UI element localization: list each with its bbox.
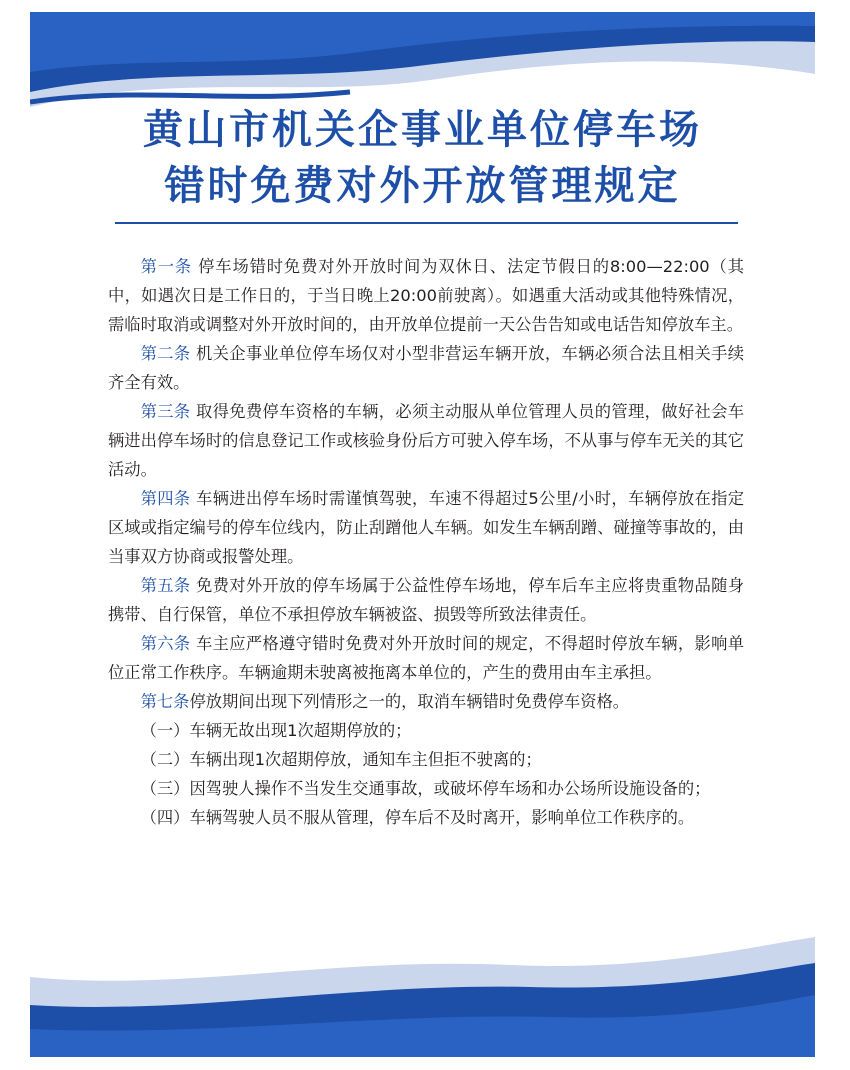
article-7 — [108, 687, 744, 716]
article-label: 第七条 — [140, 692, 190, 711]
article-4 — [108, 484, 744, 571]
article-label: 第二条 — [140, 344, 191, 363]
list-item: （一）车辆无故出现1次超期停放的； — [140, 721, 412, 740]
title-divider — [115, 222, 738, 224]
article-text: 机关企事业单位停车场仅对小型非营运车辆开放，车辆必须合法且相关手续齐全有效。 — [108, 344, 744, 392]
article-2 — [108, 339, 744, 397]
list-item: （四）车辆驾驶人员不服从管理，停车后不及时离开，影响单位工作秩序的。 — [140, 808, 695, 827]
article-6 — [108, 629, 744, 687]
title-line-1: 黄山市机关企事业单位停车场 — [143, 107, 702, 153]
article-label: 第三条 — [140, 402, 191, 421]
article-1 — [108, 252, 744, 339]
bottom-wave-decoration — [30, 937, 815, 1057]
article-label: 第一条 — [140, 257, 193, 276]
article-label: 第五条 — [140, 576, 191, 595]
regulation-content — [108, 252, 744, 832]
title-line-2: 错时免费对外开放管理规定 — [164, 163, 681, 209]
article-text: 车辆进出停车场时需谨慎驾驶，车速不得超过5公里/小时，车辆停放在指定区域或指定编号的停车位线内，防止刮蹭他人车辆。如发生车辆刮蹭、碰撞等事故的，由当事双方协商或报警处理。 — [108, 489, 744, 566]
article-text: 停放期间出现下列情形之一的，取消车辆错时免费停车资格。 — [189, 692, 630, 711]
article-text: 车主应严格遵守错时免费对外开放时间的规定，不得超时停放车辆，影响单位正常工作秩序。车辆逾期未驶离被拖离本单位的，产生的费用由车主承担。 — [108, 634, 744, 682]
page-title — [30, 102, 815, 214]
article-text: 停车场错时免费对外开放时间为双休日、法定节假日的8:00—22:00（其中，如遇次日是工作日的，于当日晚上20:00前驶离）。如遇重大活动或其他特殊情况，需临时取消或调整对外开放时间的，由开放单位提前一天公告告知或电话告知停放车主。 — [108, 257, 744, 334]
poster — [30, 12, 815, 1057]
article-label: 第六条 — [140, 634, 191, 653]
list-item: （三）因驾驶人操作不当发生交通事故，或破坏停车场和办公场所设施设备的； — [140, 779, 711, 798]
article-text: 取得免费停车资格的车辆，必须主动服从单位管理人员的管理，做好社会车辆进出停车场时的信息登记工作或核验身份后方可驶入停车场，不从事与停车无关的其它活动。 — [108, 402, 744, 479]
article-label: 第四条 — [140, 489, 191, 508]
article-3 — [108, 397, 744, 484]
list-item: （二）车辆出现1次超期停放，通知车主但拒不驶离的； — [140, 750, 542, 769]
article-text: 免费对外开放的停车场属于公益性停车场地，停车后车主应将贵重物品随身携带、自行保管，单位不承担停放车辆被盗、损毁等所致法律责任。 — [108, 576, 744, 624]
article-5 — [108, 571, 744, 629]
